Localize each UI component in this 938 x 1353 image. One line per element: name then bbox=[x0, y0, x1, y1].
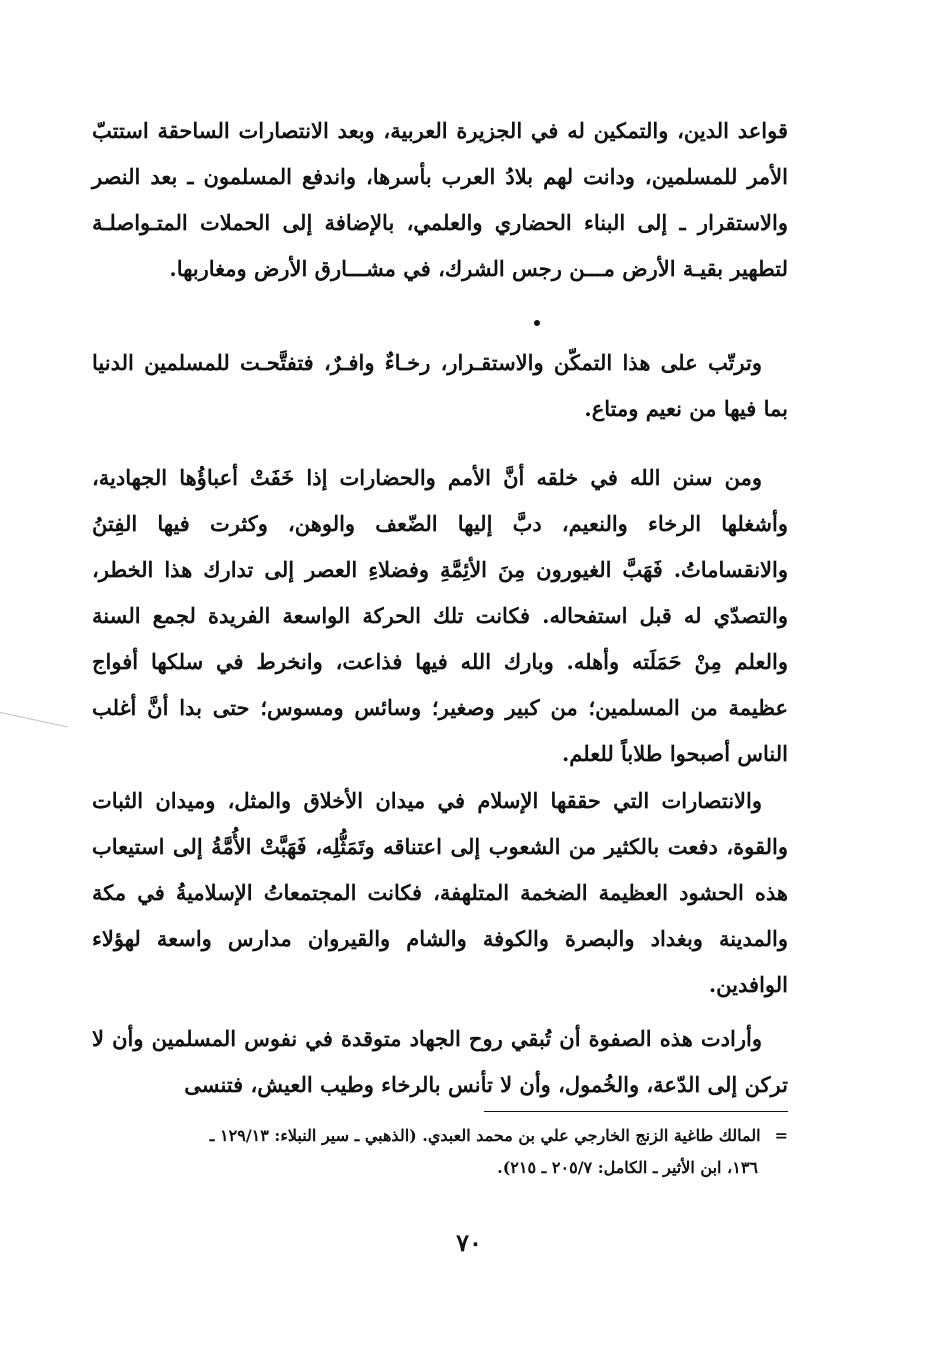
footnote-divider bbox=[484, 1111, 788, 1112]
ink-dot bbox=[534, 320, 540, 326]
paragraph-jihad-spirit bbox=[92, 1016, 788, 1108]
page-number: ٧٠ bbox=[456, 1228, 482, 1257]
paragraph-knowledge-movement bbox=[92, 455, 788, 777]
paragraph-continuation bbox=[92, 108, 788, 292]
footnote-line-2: ١٣٦، ابن الأثير ـ الكامل: ٢٠٥/٧ ـ ٢١٥). bbox=[497, 1158, 758, 1177]
paragraph-text: قواعد الدين، والتمكين له في الجزيرة العربية، وبعد الانتصارات الساحقة استتبّ الأمر للمسلمين، ودانت لهم بلادُ العرب بأسرها، واندفع المسلمون ـ بعد النصر والاستقرار ـ إلى البناء الحضاري والعلمي، بالإضافة إلى الحملات المتـواصلـة لتطهير بقيـة الأرض مـــن رجس الشرك، في مشـــارق الأرض ومغاربها. bbox=[92, 118, 788, 281]
scan-artifact-line bbox=[0, 712, 69, 728]
paragraph-text: وترتّب على هذا التمكّن والاستقـرار، رخـاءٌ وافـرٌ، فتفتَّحـت للمسلمين الدنيا بما فيها من نعيم ومتاع. bbox=[92, 350, 788, 421]
footnote-line-1 bbox=[92, 1120, 788, 1152]
paragraph-text: ومن سنن الله في خلقه أنَّ الأمم والحضارات إذا خَفَتْ أعباؤُها الجهادية، وأشغلها الرخاء والنعيم، دبَّ إليها الضّعف والوهن، وكثرت فيها الفِتنُ والانقساماتُ. فَهَبَّ الغيورون مِنَ الأئِمَّةِ وفضلاءِ العصر إلى تدارك هذا الخطر، والتصدّي له قبل استفحاله. فكانت تلك الحركة الواسعة الفريدة لجمع السنة والعلم مِنْ حَمَلَته وأهله. وبارك الله فيها فذاعت، وانخرط في سلكها أفواج عظيمة من المسلمين؛ من كبير وصغير؛ وسائس ومسوس؛ حتى بدا أنَّ أغلب الناس أصبحوا طلاباً للعلم. bbox=[92, 465, 788, 766]
paragraph-victories bbox=[92, 778, 788, 1008]
footnote-text-1: المالك طاغية الزنج الخارجي علي بن محمد العبدي. (الذهبي ـ سير النبلاء: ١٢٩/١٣ ـ bbox=[209, 1126, 761, 1145]
paragraph-prosperity bbox=[92, 340, 788, 432]
paragraph-text: والانتصارات التي حققها الإسلام في ميدان الأخلاق والمثل، وميدان الثبات والقوة، دفعت بالكثير من الشعوب إلى اعتناقه وتَمَثُّلِه، فَهَبَّتْ الأُمَّةُ إلى استيعاب هذه الحشود العظيمة الضخمة المتلهفة، فكانت المجتمعاتُ الإسلاميةُ في مكة والمدينة وبغداد والبصرة والكوفة والشام والقيروان مدارس واسعة لهؤلاء الوافدين. bbox=[92, 788, 788, 997]
footnote-marker: = bbox=[774, 1126, 788, 1145]
paragraph-text: وأرادت هذه الصفوة أن تُبقي روح الجهاد متوقدة في نفوس المسلمين وأن لا تركن إلى الدّعة، والخُمول، وأن لا تأنس بالرخاء وطيب العيش، فتنسى bbox=[92, 1026, 788, 1097]
footnote bbox=[92, 1120, 788, 1184]
